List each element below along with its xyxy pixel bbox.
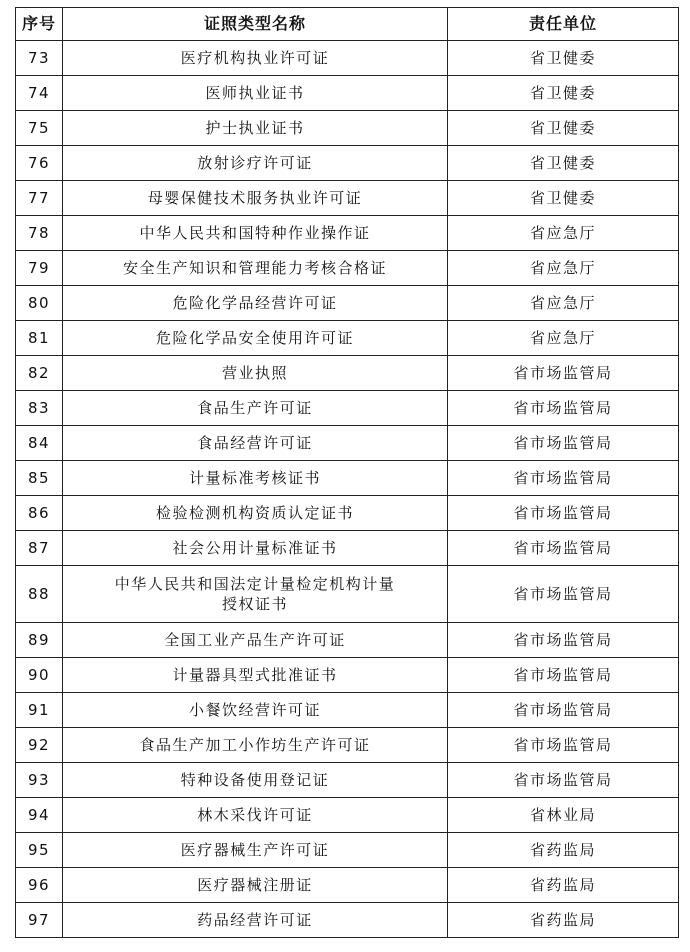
row-cert-name: 计量器具型式批准证书 (63, 658, 448, 693)
table-row (16, 833, 679, 868)
row-cert-name: 食品经营许可证 (63, 426, 448, 461)
row-index: 82 (16, 356, 63, 391)
row-cert-name: 危险化学品经营许可证 (63, 286, 448, 321)
table-row (16, 146, 679, 181)
header-cert-name: 证照类型名称 (63, 8, 448, 41)
row-department: 省药监局 (448, 903, 679, 938)
row-department: 省市场监管局 (448, 763, 679, 798)
row-index: 75 (16, 111, 63, 146)
row-index: 94 (16, 798, 63, 833)
row-cert-name: 护士执业证书 (63, 111, 448, 146)
row-cert-name: 小餐饮经营许可证 (63, 693, 448, 728)
row-cert-name-line2: 授权证书 (221, 595, 288, 613)
row-department: 省市场监管局 (448, 531, 679, 566)
table-row (16, 623, 679, 658)
row-cert-name: 特种设备使用登记证 (63, 763, 448, 798)
row-cert-name: 检验检测机构资质认定证书 (63, 496, 448, 531)
row-cert-name-line1: 中华人民共和国法定计量检定机构计量 (114, 575, 396, 593)
row-cert-name: 医疗器械生产许可证 (63, 833, 448, 868)
table-row (16, 868, 679, 903)
table-row (16, 251, 679, 286)
row-index: 79 (16, 251, 63, 286)
row-department: 省应急厅 (448, 251, 679, 286)
row-department: 省应急厅 (448, 216, 679, 251)
row-cert-name: 母婴保健技术服务执业许可证 (63, 181, 448, 216)
row-index: 81 (16, 321, 63, 356)
row-index: 97 (16, 903, 63, 938)
row-index: 88 (16, 566, 63, 623)
row-department: 省市场监管局 (448, 658, 679, 693)
row-cert-name: 医师执业证书 (63, 76, 448, 111)
row-cert-name: 食品生产许可证 (63, 391, 448, 426)
row-index: 80 (16, 286, 63, 321)
row-cert-name: 林木采伐许可证 (63, 798, 448, 833)
row-department: 省卫健委 (448, 146, 679, 181)
row-department: 省市场监管局 (448, 496, 679, 531)
row-index: 91 (16, 693, 63, 728)
row-index: 76 (16, 146, 63, 181)
table-row (16, 658, 679, 693)
row-index: 86 (16, 496, 63, 531)
table-row (16, 693, 679, 728)
row-cert-name: 危险化学品安全使用许可证 (63, 321, 448, 356)
header-department: 责任单位 (448, 8, 679, 41)
row-department: 省卫健委 (448, 41, 679, 76)
row-department: 省市场监管局 (448, 426, 679, 461)
table-row (16, 903, 679, 938)
row-department: 省市场监管局 (448, 566, 679, 623)
row-department: 省药监局 (448, 833, 679, 868)
row-department: 省卫健委 (448, 111, 679, 146)
row-index: 93 (16, 763, 63, 798)
row-department: 省应急厅 (448, 286, 679, 321)
row-cert-name: 营业执照 (63, 356, 448, 391)
row-index: 85 (16, 461, 63, 496)
row-index: 92 (16, 728, 63, 763)
table-row (16, 286, 679, 321)
table-row (16, 461, 679, 496)
table-row (16, 763, 679, 798)
table-row (16, 181, 679, 216)
row-index: 78 (16, 216, 63, 251)
row-department: 省药监局 (448, 868, 679, 903)
table-row (16, 356, 679, 391)
table-row (16, 216, 679, 251)
row-department: 省市场监管局 (448, 693, 679, 728)
row-department: 省市场监管局 (448, 391, 679, 426)
row-index: 95 (16, 833, 63, 868)
table-row (16, 728, 679, 763)
row-cert-name: 医疗器械注册证 (63, 868, 448, 903)
row-index: 74 (16, 76, 63, 111)
table-row (16, 391, 679, 426)
row-department: 省卫健委 (448, 76, 679, 111)
table-row (16, 76, 679, 111)
row-cert-name: 药品经营许可证 (63, 903, 448, 938)
row-cert-name: 放射诊疗许可证 (63, 146, 448, 181)
table-row (16, 798, 679, 833)
row-cert-name: 计量标准考核证书 (63, 461, 448, 496)
row-department: 省林业局 (448, 798, 679, 833)
row-department: 省应急厅 (448, 321, 679, 356)
row-cert-name (63, 566, 448, 623)
row-department: 省市场监管局 (448, 623, 679, 658)
row-index: 87 (16, 531, 63, 566)
table-row (16, 41, 679, 76)
row-cert-name: 食品生产加工小作坊生产许可证 (63, 728, 448, 763)
table-row (16, 111, 679, 146)
header-row (16, 8, 679, 41)
row-department: 省卫健委 (448, 181, 679, 216)
row-cert-name: 安全生产知识和管理能力考核合格证 (63, 251, 448, 286)
table-row (16, 321, 679, 356)
row-index: 73 (16, 41, 63, 76)
header-index: 序号 (16, 8, 63, 41)
row-cert-name: 医疗机构执业许可证 (63, 41, 448, 76)
table-row (16, 566, 679, 623)
row-index: 96 (16, 868, 63, 903)
row-department: 省市场监管局 (448, 461, 679, 496)
row-index: 90 (16, 658, 63, 693)
row-index: 77 (16, 181, 63, 216)
table-row (16, 426, 679, 461)
row-department: 省市场监管局 (448, 356, 679, 391)
row-cert-name: 社会公用计量标准证书 (63, 531, 448, 566)
table-header (16, 8, 679, 41)
row-cert-name: 全国工业产品生产许可证 (63, 623, 448, 658)
row-index: 83 (16, 391, 63, 426)
table-body (16, 41, 679, 938)
table-row (16, 531, 679, 566)
row-cert-name: 中华人民共和国特种作业操作证 (63, 216, 448, 251)
certificate-table (15, 7, 679, 938)
row-index: 84 (16, 426, 63, 461)
document-page (15, 7, 678, 938)
table-row (16, 496, 679, 531)
row-index: 89 (16, 623, 63, 658)
row-department: 省市场监管局 (448, 728, 679, 763)
